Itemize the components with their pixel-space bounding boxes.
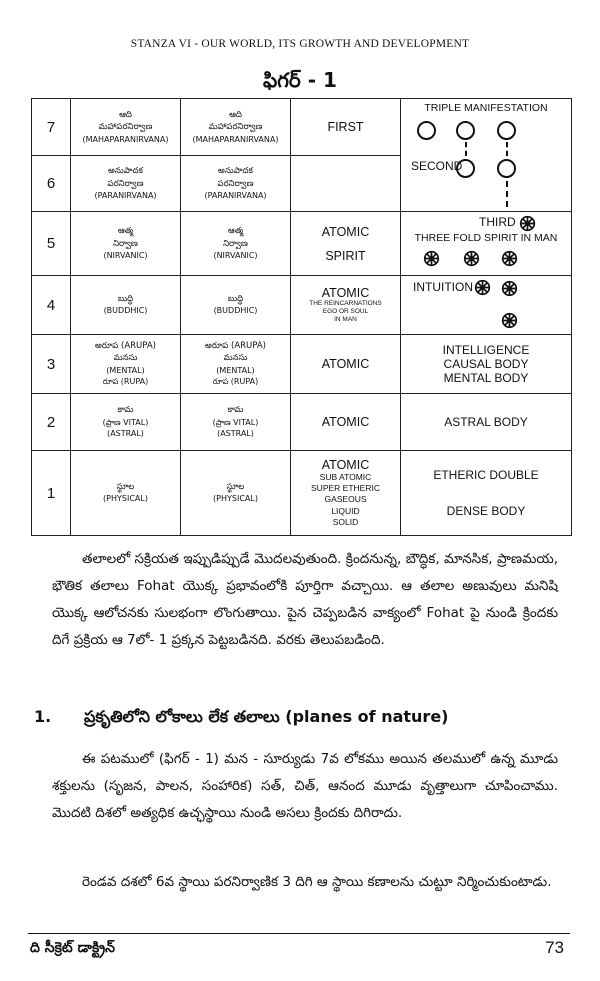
plane-name: కామ <box>227 405 244 416</box>
plane-name: అనుపాదక <box>218 166 253 177</box>
circle-icon <box>497 159 516 181</box>
plane-name: మనసు <box>223 353 248 364</box>
dashed-connector <box>465 142 467 156</box>
plane-name-cell <box>71 276 181 335</box>
plane-number: 6 <box>32 156 71 212</box>
plane-name: నిర్వాణ <box>223 238 248 249</box>
plane-name-en: (PHYSICAL) <box>103 494 148 504</box>
etheric-double-label: ETHERIC DOUBLE <box>433 468 539 482</box>
plane-name-cell <box>71 335 181 394</box>
plane-name-en: (PHYSICAL) <box>213 494 258 504</box>
table-row <box>32 451 572 536</box>
atomic-cell: ATOMIC <box>291 335 401 394</box>
wheel-icon <box>519 215 536 232</box>
plane-name-cell <box>71 99 181 156</box>
plane-name: పరనిర్వాణ <box>107 178 144 189</box>
triple-manifestation-label: TRIPLE MANIFESTATION <box>424 102 548 114</box>
book-title: ది సీక్రెట్ డాక్ట్రిన్ <box>30 940 115 956</box>
third-label: THIRD <box>479 215 516 229</box>
plane-name: బుద్ధి <box>117 294 134 305</box>
plane-name: అరూప (ARUPA) <box>205 341 266 352</box>
reincarnation-note: EGO OR SOUL <box>322 307 369 315</box>
dashed-connector <box>506 181 508 207</box>
plane-name-en: (BUDDHIC) <box>103 306 148 316</box>
circle-icon <box>456 121 475 143</box>
plane-number: 5 <box>32 212 71 276</box>
plane-name-cell <box>181 451 291 536</box>
circle-icon <box>497 121 516 143</box>
page-number: 73 <box>545 938 564 957</box>
plane-name: పరనిర్వాణ <box>217 178 254 189</box>
atomic-cell <box>291 276 401 335</box>
atomic-cell: ATOMIC <box>291 394 401 451</box>
plane-name-cell <box>71 451 181 536</box>
mental-body-label: MENTAL BODY <box>443 371 529 385</box>
dense-body-label: DENSE BODY <box>446 504 526 518</box>
plane-number: 7 <box>32 99 71 156</box>
plane-name-en: (MENTAL) <box>216 365 255 375</box>
plane-name: (ప్రాణ VITAL) <box>212 417 259 427</box>
sub-state-label: GASEOUS <box>324 494 367 505</box>
plane-name-cell <box>181 394 291 451</box>
atomic-label: ATOMIC <box>321 458 370 473</box>
plane-name: ఆత్మ <box>227 226 244 237</box>
plane-name-cell <box>181 99 291 156</box>
plane-number: 3 <box>32 335 71 394</box>
plane-name: నిర్వాణ <box>113 238 138 249</box>
sub-state-label: SUPER ETHERIC <box>311 483 380 494</box>
diagram-cell-intuition <box>401 276 572 335</box>
plane-name: స్థూల <box>116 482 135 493</box>
figure-title: ఫిగర్ - 1 <box>263 68 337 92</box>
running-header: STANZA VI - OUR WORLD, ITS GROWTH AND DEVELOPMENT <box>130 38 470 50</box>
plane-number: 2 <box>32 394 71 451</box>
plane-name-cell <box>181 276 291 335</box>
atomic-label: ATOMIC <box>321 224 370 239</box>
sub-state-label: LIQUID <box>331 505 360 516</box>
wheel-icon <box>474 279 491 296</box>
reincarnation-note: IN MAN <box>334 316 357 324</box>
intuition-label: INTUITION <box>413 280 473 294</box>
atomic-cell <box>291 156 401 212</box>
footer-rule <box>28 933 570 934</box>
plane-name-en: (ASTRAL) <box>107 429 144 439</box>
dashed-connector <box>506 142 508 156</box>
table-row <box>32 394 572 451</box>
paragraph: ఈ పటములో (ఫిగర్ - 1) మన - సూర్యుడు 7వ లోకము అయిన తలములో ఉన్న మూడు శక్తులను (సృజన, పాలన, సంహారిక) సత్, చిత్, ఆనంద మూడు వృత్తాలుగా చూపించాము. మొదటి దిశలో అత్యధిక ఉచ్ఛస్థాయి నుండి అసలు క్రిందకు దిగిరాదు. <box>52 751 558 821</box>
wheel-icon <box>501 280 518 297</box>
plane-name-en: (PARANIRVANA) <box>94 191 157 201</box>
plane-name: రూప (RUPA) <box>212 377 259 387</box>
diagram-cell-physical <box>401 451 572 536</box>
plane-name: అరూప (ARUPA) <box>95 341 156 352</box>
plane-name: మహాపరనిర్వాణ <box>208 122 263 133</box>
diagram-cell-spirit <box>401 212 572 276</box>
plane-name-cell <box>71 156 181 212</box>
planes-table <box>31 98 572 536</box>
three-fold-label: THREE FOLD SPIRIT IN MAN <box>414 232 558 244</box>
plane-name-cell <box>181 156 291 212</box>
intelligence-label: INTELLIGENCE <box>442 343 530 357</box>
plane-name-cell <box>71 394 181 451</box>
section-heading <box>34 707 574 730</box>
plane-name-cell <box>71 212 181 276</box>
astral-body-label: ASTRAL BODY <box>401 394 572 451</box>
plane-name-en: (NIRVANIC) <box>213 251 258 261</box>
plane-number: 1 <box>32 451 71 536</box>
plane-name-en: (MAHAPARANIRVANA) <box>192 134 279 144</box>
sub-state-label: SOLID <box>332 516 359 527</box>
plane-name: మనసు <box>113 353 138 364</box>
diagram-cell-upper <box>401 99 572 212</box>
plane-name-cell <box>181 335 291 394</box>
diagram-cell-mental <box>401 335 572 394</box>
plane-name: ఆత్మ <box>117 226 134 237</box>
atomic-label: ATOMIC <box>321 285 370 300</box>
plane-name: రూప (RUPA) <box>102 377 149 387</box>
atomic-cell: FIRST <box>291 99 401 156</box>
plane-name: బుద్ధి <box>227 294 244 305</box>
plane-name: (ప్రాణ VITAL) <box>102 417 149 427</box>
plane-name: మహాపరనిర్వాణ <box>98 122 153 133</box>
circle-icon <box>417 121 436 143</box>
plane-name-en: (BUDDHIC) <box>213 306 258 316</box>
wheel-icon <box>423 250 440 267</box>
plane-name: కామ <box>117 405 134 416</box>
plane-name: ఆది <box>119 109 132 120</box>
plane-name-en: (NIRVANIC) <box>103 251 148 261</box>
plane-name-en: (ASTRAL) <box>217 429 254 439</box>
spirit-label: SPIRIT <box>325 248 366 263</box>
plane-name-en: (PARANIRVANA) <box>204 191 267 201</box>
wheel-icon <box>463 250 480 267</box>
reincarnation-note: THE REINCARNATIONS <box>309 299 382 307</box>
wheel-icon <box>501 250 518 267</box>
plane-name: అనుపాదక <box>108 166 143 177</box>
sub-state-label: SUB ATOMIC <box>319 472 372 483</box>
paragraph: రెండవ దశలో 6వ స్థాయి పరనిర్వాణిక 3 దిగి ఆ స్థాయి కణాలను చుట్టూ నిర్మించుకుంటాడు. <box>82 874 552 890</box>
plane-name-cell <box>181 212 291 276</box>
plane-name-en: (MENTAL) <box>106 365 145 375</box>
plane-name: ఆది <box>229 109 242 120</box>
section-number: 1. <box>34 707 52 726</box>
atomic-cell <box>291 451 401 536</box>
table-row <box>32 276 572 335</box>
plane-number: 4 <box>32 276 71 335</box>
second-label: SECOND <box>411 159 463 173</box>
wheel-icon <box>501 312 518 329</box>
plane-name-en: (MAHAPARANIRVANA) <box>82 134 169 144</box>
table-row <box>32 99 572 156</box>
atomic-cell <box>291 212 401 276</box>
table-row <box>32 335 572 394</box>
section-title: ప్రకృతిలోని లోకాలు లేక తలాలు (planes of nature) <box>84 707 449 726</box>
table-row <box>32 212 572 276</box>
plane-name: స్థూల <box>226 482 245 493</box>
circle-icon <box>456 159 475 181</box>
paragraph: తలాలలో సక్రియత ఇప్పుడిప్పుడే మొదలవుతుంది. క్రిందనున్న, బౌద్ధిక, మానసిక, ప్రాణమయ, భౌతిక తలాలు Fohat యొక్క ప్రభావంలోకి పూర్తిగా వచ్చాయి. ఆ తలాల అణువులు మనిషి యొక్క ఆలోచనకు సులభంగా లొంగుతాయి. పైన చెప్పబడిన వాక్యంలో Fohat పై నుండి క్రిందకు దిగే ప్రక్రియ ఆ 7లో- 1 ప్రక్కన పెట్టబడినది. వరకు తెలుపబడింది. <box>52 551 558 648</box>
causal-body-label: CAUSAL BODY <box>443 357 529 371</box>
